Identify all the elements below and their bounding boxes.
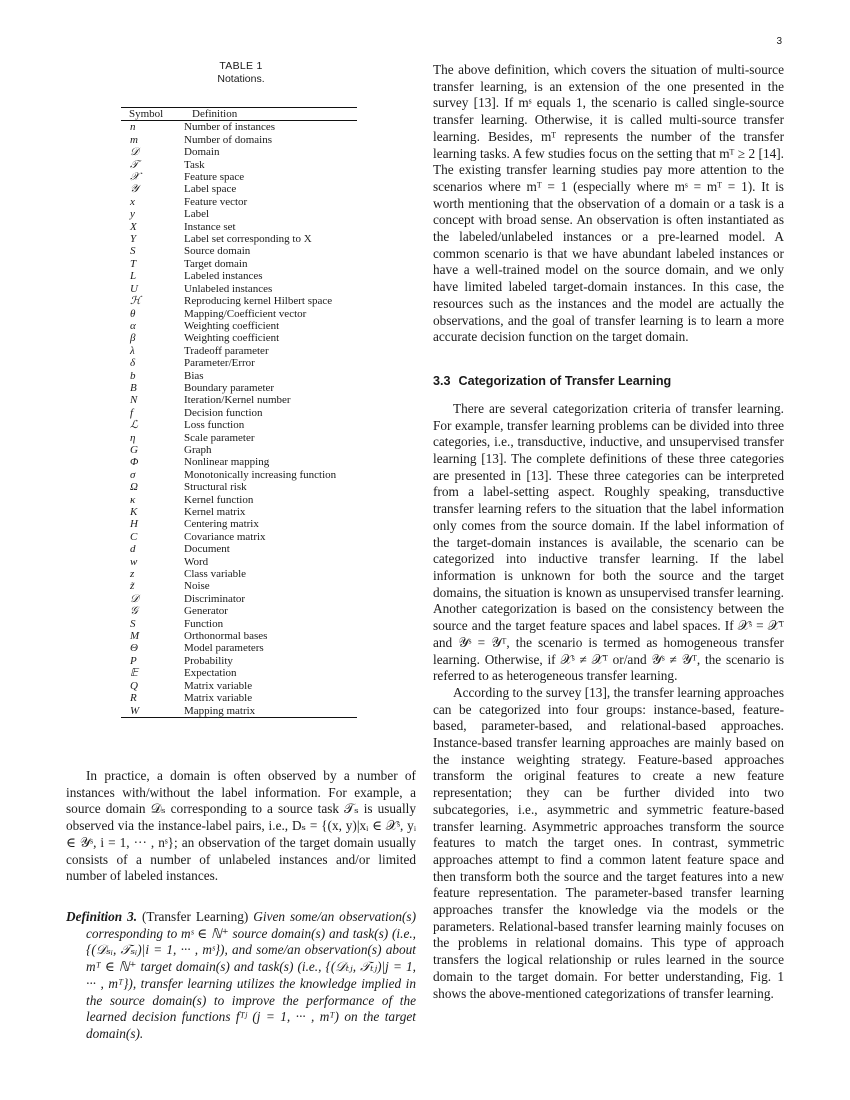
table-row xyxy=(121,419,357,431)
notation-definition: Labeled instances xyxy=(184,270,263,283)
table-row xyxy=(121,580,357,592)
notation-definition: Feature space xyxy=(184,171,245,184)
notation-definition: Class variable xyxy=(184,568,247,581)
notation-definition: Source domain xyxy=(184,245,251,258)
table-body xyxy=(121,121,357,718)
notation-symbol: y xyxy=(130,208,135,221)
notation-definition: Noise xyxy=(184,580,210,593)
table-subtitle: Notations. xyxy=(217,73,265,85)
notation-symbol: 𝒟 xyxy=(130,146,139,159)
table-row xyxy=(121,270,357,282)
notation-definition: Nonlinear mapping xyxy=(184,456,270,469)
table-row xyxy=(121,407,357,419)
notation-symbol: b xyxy=(130,369,136,382)
notation-definition: Expectation xyxy=(184,667,237,680)
notation-definition: Kernel matrix xyxy=(184,506,246,518)
notation-symbol: w xyxy=(130,555,138,568)
notation-symbol: G xyxy=(130,443,138,456)
table-row xyxy=(121,618,357,630)
table-row xyxy=(121,568,357,580)
domain-observation-paragraph: In practice, a domain is often observed by a number of instances with/without the label information. For example, a source domain 𝒟ₛ corresponding to a source task 𝒯ₛ is usually observed via the instance-label pairs, i.e., Dₛ = {(x, y)|xᵢ ∈ 𝒳ˢ, yᵢ ∈ 𝒴ˢ, i = 1, ··· , nˢ}; an observation of the target domain usually consists of a number of unlabeled instances and/or limited number of labeled instances. xyxy=(66,768,416,884)
notation-symbol: S xyxy=(130,617,136,630)
table-row xyxy=(121,370,357,382)
notation-definition: Feature vector xyxy=(184,195,248,208)
notation-symbol: K xyxy=(130,506,138,518)
notation-symbol: 𝔼 xyxy=(130,667,139,680)
table-row xyxy=(121,295,357,307)
notation-symbol: T xyxy=(130,257,137,270)
definition-label: Definition 3. xyxy=(66,909,138,924)
notation-definition: Weighting coefficient xyxy=(184,319,280,332)
notation-symbol: 𝒳 xyxy=(130,171,140,184)
notation-symbol: f xyxy=(130,406,134,419)
notation-symbol: λ xyxy=(130,344,135,357)
table-row xyxy=(121,556,357,568)
section-heading xyxy=(433,374,784,388)
table-row xyxy=(121,245,357,257)
table-row xyxy=(121,332,357,344)
notation-symbol: α xyxy=(130,319,136,332)
table-row xyxy=(121,233,357,245)
table-row xyxy=(121,605,357,617)
table-row xyxy=(121,171,357,183)
notation-symbol: Φ xyxy=(130,456,139,469)
notation-definition: Function xyxy=(184,617,224,630)
notation-symbol: Ω xyxy=(130,481,138,494)
table-row xyxy=(121,667,357,679)
notation-definition: Number of instances xyxy=(184,121,276,134)
table-row xyxy=(121,320,357,332)
page-number: 3 xyxy=(776,36,782,47)
definition-discussion-paragraph: The above definition, which covers the situation of multi-source transfer learning, is an extension of the one presented in the survey [13]. If mˢ equals 1, the scenario is called single-source transfer learning. Otherwise, it is called multi-source transfer learning. Besides, mᵀ represents the number of the transfer learning tasks. A few studies focus on the setting that mᵀ ≥ 2 [14]. The existing transfer learning studies pay more attention to the scenarios where mᵀ = 1 (especially where mˢ = mᵀ = 1). It is worth mentioning that the observation of a domain or a task is a concept with broad sense. An observation is often instantiated as the labeled/unlabeled instances or a pre-learned model. A common scenario is that we have abundant labeled instances or have a well-trained model on the source domain, and we only have limited labeled target-domain instances. In this case, the resources such as the instances and the model are actually the observations, and the goal of transfer learning is to learn a more accurate decision function on the target domain. xyxy=(433,62,784,345)
table-row xyxy=(121,308,357,320)
notation-definition: Word xyxy=(184,555,209,568)
definition-body xyxy=(66,909,416,1043)
notation-symbol: C xyxy=(130,530,138,543)
table-row xyxy=(121,196,357,208)
notation-definition: Tradeoff parameter xyxy=(184,344,269,357)
notation-definition: Discriminator xyxy=(184,592,246,605)
definition-name: (Transfer Learning) xyxy=(141,909,249,924)
right-column xyxy=(433,62,784,1002)
left-text-block xyxy=(66,768,416,885)
header-symbol: Symbol xyxy=(121,108,184,121)
table-row xyxy=(121,432,357,444)
notation-symbol: 𝒟 xyxy=(130,592,139,605)
table-row xyxy=(121,283,357,295)
table-row xyxy=(121,357,357,369)
table-row xyxy=(121,518,357,530)
notation-definition: Boundary parameter xyxy=(184,381,275,394)
notation-definition: Scale parameter xyxy=(184,431,255,444)
section-number: 3.3 xyxy=(433,373,451,388)
notation-definition: Generator xyxy=(184,605,228,618)
notation-symbol: P xyxy=(130,654,137,667)
notation-definition: Reproducing kernel Hilbert space xyxy=(184,295,333,308)
table-row xyxy=(121,221,357,233)
notations-table xyxy=(121,107,357,718)
table-header-row xyxy=(121,108,357,121)
header-definition: Definition xyxy=(184,108,357,121)
table-row xyxy=(121,593,357,605)
table-row xyxy=(121,506,357,518)
table-row xyxy=(121,444,357,456)
table-row xyxy=(121,642,357,654)
table-row xyxy=(121,121,357,134)
table-caption xyxy=(66,60,416,86)
notation-symbol: M xyxy=(130,630,140,643)
notation-symbol: x xyxy=(130,195,135,208)
table-row xyxy=(121,543,357,555)
notation-symbol: z xyxy=(130,568,135,581)
notation-definition: Target domain xyxy=(184,257,248,270)
table-row xyxy=(121,258,357,270)
notation-symbol: 𝒢 xyxy=(130,605,138,618)
table-row xyxy=(121,146,357,158)
approaches-paragraph: According to the survey [13], the transfer learning approaches can be categorized into four groups: instance-based, feature-based, parameter-based, and relational-based approaches. Instance-based transfer learning approaches are mainly based on the instance weighting strategy. Feature-based approaches transform the original features to create a new feature representation; they can be further divided into two subcategories, i.e., asymmetric and symmetric feature-based transfer learning. Asymmetric approaches transform the source features to match the target ones. In contrast, symmetric approaches attempt to find a common latent feature space and then transform both the source and the target features into a new feature representation. The parameter-based transfer learning approaches transfer the knowledge via the models or the parameters. Relational-based transfer learning mainly focuses on the problems in relational domains. This type of approach transfers the logical relationship or rules learned in the source domain to the target domain. For better understanding, Fig. 1 shows the above-mentioned categorizations of transfer learning. xyxy=(433,684,784,1001)
notation-symbol: B xyxy=(130,381,137,394)
definition-3 xyxy=(66,909,416,1043)
notation-definition: Document xyxy=(184,543,230,556)
notation-definition: Decision function xyxy=(184,406,263,419)
table-row xyxy=(121,208,357,220)
notation-symbol: 𝒯 xyxy=(130,158,139,171)
table-row xyxy=(121,456,357,468)
notation-symbol: m xyxy=(130,133,138,146)
notation-definition: Mapping matrix xyxy=(184,705,357,718)
table-row xyxy=(121,705,357,718)
table-row xyxy=(121,494,357,506)
notation-symbol: δ xyxy=(130,357,136,370)
notation-symbol: N xyxy=(130,394,138,407)
notation-definition: Label set corresponding to X xyxy=(184,233,312,246)
notation-definition: Label xyxy=(184,208,210,221)
notation-definition: Model parameters xyxy=(184,642,264,655)
notation-definition: Matrix variable xyxy=(184,692,253,705)
table-row xyxy=(121,183,357,195)
notation-symbol: W xyxy=(121,705,184,718)
notation-definition: Centering matrix xyxy=(184,518,259,531)
notation-symbol: 𝒴 xyxy=(130,183,139,196)
notation-definition: Monotonically increasing function xyxy=(184,468,337,481)
notation-symbol: η xyxy=(130,431,136,444)
notation-definition: Probability xyxy=(184,654,233,667)
notation-symbol: Y xyxy=(130,233,137,246)
notation-definition: Bias xyxy=(184,369,204,382)
notation-definition: Iteration/Kernel number xyxy=(184,394,291,407)
notation-symbol: ℒ xyxy=(130,419,138,432)
notation-definition: Covariance matrix xyxy=(184,530,266,543)
notation-definition: Graph xyxy=(184,443,212,456)
notation-symbol: H xyxy=(130,518,138,531)
table-row xyxy=(121,630,357,642)
notation-definition: Loss function xyxy=(184,419,245,432)
left-column xyxy=(66,60,416,1041)
table-row xyxy=(121,680,357,692)
notation-symbol: X xyxy=(130,220,137,233)
notation-definition: Instance set xyxy=(184,220,236,233)
definition-text: Given some/an observation(s) corresponding to mˢ ∈ ℕ⁺ source domain(s) and task(s) (i.e., {(𝒟ₛᵢ, 𝒯ₛᵢ)|i = 1, ··· , mˢ}), and some/an observation(s) about mᵀ ∈ ℕ⁺ target domain(s) and task(s) (i.e., {(𝒟ₜⱼ, 𝒯ₜⱼ)|j = 1, ··· , mᵀ}), transfer learning utilizes the knowledge implied in the source domain(s) to improve the performance of the learned decision functions fᵀʲ (j = 1, ··· , mᵀ) on the target domain(s). xyxy=(86,909,416,1041)
table-row xyxy=(121,481,357,493)
notation-symbol: Q xyxy=(130,679,138,692)
notation-symbol: θ xyxy=(130,307,136,320)
notation-symbol: d xyxy=(130,543,136,556)
notation-symbol: σ xyxy=(130,468,136,481)
notation-symbol: R xyxy=(130,692,137,705)
table-title: TABLE 1 xyxy=(219,60,263,72)
notation-definition: Domain xyxy=(184,146,220,159)
table-row xyxy=(121,159,357,171)
notation-definition: Unlabeled instances xyxy=(184,282,273,295)
table-row xyxy=(121,531,357,543)
notation-definition: Structural risk xyxy=(184,481,247,494)
table-row xyxy=(121,469,357,481)
notation-definition: Weighting coefficient xyxy=(184,332,280,345)
notation-symbol: S xyxy=(130,245,136,258)
notation-symbol: z̃ xyxy=(130,580,135,593)
table-row xyxy=(121,134,357,146)
notation-definition: Mapping/Coefficient vector xyxy=(184,307,307,320)
notation-definition: Orthonormal bases xyxy=(184,630,268,643)
table-row xyxy=(121,345,357,357)
notation-symbol: Θ xyxy=(130,642,138,655)
notation-symbol: κ xyxy=(130,493,136,506)
notation-symbol: L xyxy=(130,270,137,283)
notation-definition: Parameter/Error xyxy=(184,357,255,370)
notation-definition: Matrix variable xyxy=(184,679,253,692)
notation-symbol: U xyxy=(130,282,138,295)
notation-symbol: β xyxy=(130,332,136,345)
notation-symbol: n xyxy=(130,121,136,134)
categorization-paragraph: There are several categorization criteria of transfer learning. For example, transfer learning problems can be divided into three categories, i.e., transductive, inductive, and unsupervised transfer learning [13]. The complete definitions of these three categories are presented in [13]. These three categories can be interpreted from a label-setting aspect. Roughly speaking, transductive transfer learning refers to the situation that the label information only comes from the source domain. If the label information of the target-domain instances is available, the scenario can be categorized into inductive transfer learning. If the label information is unknown for both the source and the target domains, the situation is known as unsupervised transfer learning. Another categorization is based on the consistency between the source and the target feature spaces and label spaces. If 𝒳ˢ = 𝒳ᵀ and 𝒴ˢ = 𝒴ᵀ, the scenario is termed as homogeneous transfer learning. Otherwise, if 𝒳ˢ ≠ 𝒳ᵀ or/and 𝒴ˢ ≠ 𝒴ᵀ, the scenario is referred to as heterogeneous transfer learning. xyxy=(433,400,784,684)
notation-symbol: ℋ xyxy=(130,295,141,308)
table-row xyxy=(121,382,357,394)
notation-definition: Number of domains xyxy=(184,133,272,146)
notation-definition: Task xyxy=(184,158,205,171)
table-row xyxy=(121,394,357,406)
table-row xyxy=(121,692,357,704)
notation-definition: Label space xyxy=(184,183,237,196)
section-title: Categorization of Transfer Learning xyxy=(458,373,672,388)
table-row xyxy=(121,655,357,667)
notation-definition: Kernel function xyxy=(184,493,254,506)
